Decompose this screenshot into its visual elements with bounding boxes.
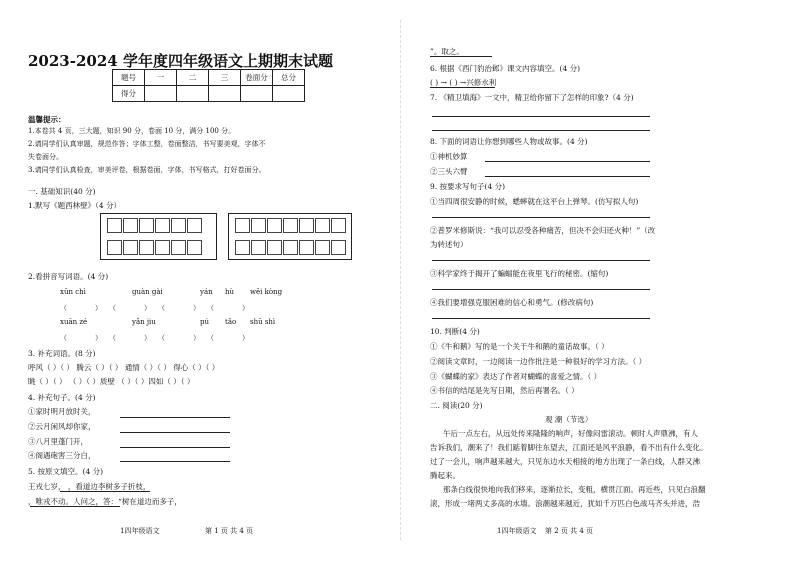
- notice-line: 2.请同学们认真审题，规范作答；字体工整，卷面整洁，书写要美观，字体不: [28, 140, 266, 148]
- writing-grid-right: [228, 213, 352, 260]
- notice-line: 3.请同学们认真检查，审美评卷，根据卷面，字体，书写格式，打好卷面分。: [28, 166, 266, 174]
- continuation-line: ”。取之。: [430, 47, 464, 56]
- question-6: 6. 根据《西门豹治邺》课文内容填空。(4 分): [430, 64, 581, 73]
- section-heading: 一. 基础知识(40 分): [28, 187, 96, 196]
- passage-line: 过了一会儿，响声越来越大，只见东边水天相接的地方出现了一条白线，人群又沸: [430, 457, 700, 466]
- passage-line: 午后一点左右，从远处传来隆隆的响声，好像闷雷滚动。顿时人声鼎沸，有人: [443, 429, 698, 438]
- pinyin: guàn gài: [132, 288, 163, 296]
- pinyin: tǎo: [225, 318, 237, 326]
- exam-title: 2023-2024 学年度四年级语文上期期末试题: [28, 52, 333, 70]
- page-divider: [400, 20, 401, 540]
- score-cell: [273, 86, 305, 102]
- pinyin: shū shì: [250, 318, 276, 326]
- q4-item: ④阁遇砲害三分白，: [28, 451, 96, 460]
- score-table-row: [113, 86, 305, 102]
- q8-item: ②三头六臂: [430, 167, 468, 176]
- pinyin: xuān zé: [60, 318, 88, 326]
- q9-item: ②普罗米修斯说：“我可以忍受各种痛苦，但决不会归还火种！”（改: [430, 226, 656, 235]
- score-row-label: 得分: [113, 86, 145, 102]
- passage-line: 告诉我们，潮来了！我们踮着脚往东望去，江面还是风平浪静，看不出有什么变化。: [430, 443, 708, 452]
- q10-item: ②阅读文章时，一边阅读一边作批注是一种很好的学习方法。（ ）: [430, 357, 647, 366]
- score-cell: [145, 86, 177, 102]
- q10-item: ①《牛和鹅》写的是一个关于牛和鹅的童话故事。（ ）: [430, 342, 609, 351]
- question-9: 9. 按要求写句子(4 分): [430, 182, 506, 191]
- q9-item: ①当四周很安静的时候，蟋蟀就在这平台上弹琴。(仿写拟人句): [430, 197, 639, 206]
- footer-page: 第 2 页 共 4 页: [545, 527, 594, 535]
- pinyin: hù: [225, 288, 235, 296]
- question-1: 1.默写《题西林壁》（4 分）: [28, 201, 122, 210]
- passage-line: 滚，形成一堵两丈多高的水墙。浪潮越来越近，犹如千万匹白色战马齐头并进，浩: [430, 499, 700, 508]
- score-cell: [241, 86, 273, 102]
- q5-line: 王戎七岁， ，看道边李树多子折枝，: [28, 482, 151, 491]
- footer-label: 1四年级语文: [497, 527, 537, 535]
- q6-line: ( ) → ( ) →兴修水利: [430, 78, 497, 87]
- passage-title: 观 潮（节选）: [545, 415, 593, 424]
- pinyin: xūn chì: [60, 288, 86, 296]
- q9-item: ④我们要增强克服困难的信心和勇气。(修改病句): [430, 298, 594, 307]
- footer-label: 1四年级语文: [120, 527, 160, 535]
- notice-title: 温馨提示：: [28, 115, 66, 124]
- q4-item: ①家时明月放时关，: [28, 407, 96, 416]
- q10-item: ③《蝴蝶的家》表达了作者对蝴蝶的喜爱之情。（ ）: [430, 372, 602, 381]
- q10-item: ④书信的结尾是先写日期，然后再署名。（ ）: [430, 386, 579, 395]
- q9-item: ③科学家终于揭开了蝙蝠能在夜里飞行的秘密。(缩句): [430, 269, 609, 278]
- question-4: 4. 补充句子。(4 分): [28, 393, 96, 402]
- score-cell: [177, 86, 209, 102]
- score-header-cell: 二: [177, 70, 209, 86]
- notice-line: 1.本卷共 4 页，三大题，知识 90 分，卷面 10 分，满分 100 分。: [28, 127, 236, 135]
- score-header-cell: 三: [209, 70, 241, 86]
- q3-row: 眺（ ）（ ） （ ）（ ）质壁 （ ）（ ）四如（ ）（ ）: [28, 377, 195, 386]
- question-3: 3. 补充词语。(8 分): [28, 349, 96, 358]
- writing-grid-left: [100, 213, 217, 260]
- passage-line: 腾起来。: [430, 471, 460, 480]
- score-header-cell: 一: [145, 70, 177, 86]
- pinyin: yán: [200, 288, 213, 296]
- score-table-header-row: [113, 70, 305, 86]
- score-header-cell: 题号: [113, 70, 145, 86]
- section-heading: 二. 阅读(20 分): [430, 401, 483, 410]
- passage-line: 那条白线很快地向我们移来，逐渐拉长，变粗，横贯江面。再近些，只见白浪翻: [443, 485, 706, 494]
- question-5: 5. 按原文填空。(4 分): [28, 467, 104, 476]
- footer-page: 第 1 页 共 4 页: [205, 527, 254, 535]
- pinyin: pú: [200, 318, 209, 326]
- q5-line: ，唯戎不动。人问之，答：“树在道边而多子，: [28, 497, 182, 506]
- score-cell: [209, 86, 241, 102]
- q3-row: 呼风（ ）（ ） 腾云（ ）（ ） 通情（ ）（ ） 得心（ ）（ ）: [28, 363, 220, 372]
- pinyin: wēi kòng: [250, 288, 283, 296]
- pinyin: yǎn jiu: [132, 318, 156, 326]
- score-header-cell: 总分: [273, 70, 305, 86]
- question-8: 8. 下面的词语让你想到哪些人物或故事。(4 分): [430, 137, 588, 146]
- notice-line: 失卷面分。: [28, 153, 63, 161]
- q4-item: ②云月闲风却你家，: [28, 422, 96, 431]
- q9-item: 为转述句）: [430, 240, 468, 249]
- q8-item: ①神机妙算: [430, 152, 468, 161]
- score-header-cell: 卷面分: [241, 70, 273, 86]
- score-table: [112, 69, 305, 102]
- question-10: 10. 判断(4 分): [430, 327, 480, 336]
- question-2: 2.看拼音写词语。(4 分): [28, 272, 109, 281]
- q4-item: ③八月里蓬门开，: [28, 437, 88, 446]
- question-7: 7. 《精卫填海》一文中，精卫给你留下了怎样的印象?（4 分): [430, 93, 634, 102]
